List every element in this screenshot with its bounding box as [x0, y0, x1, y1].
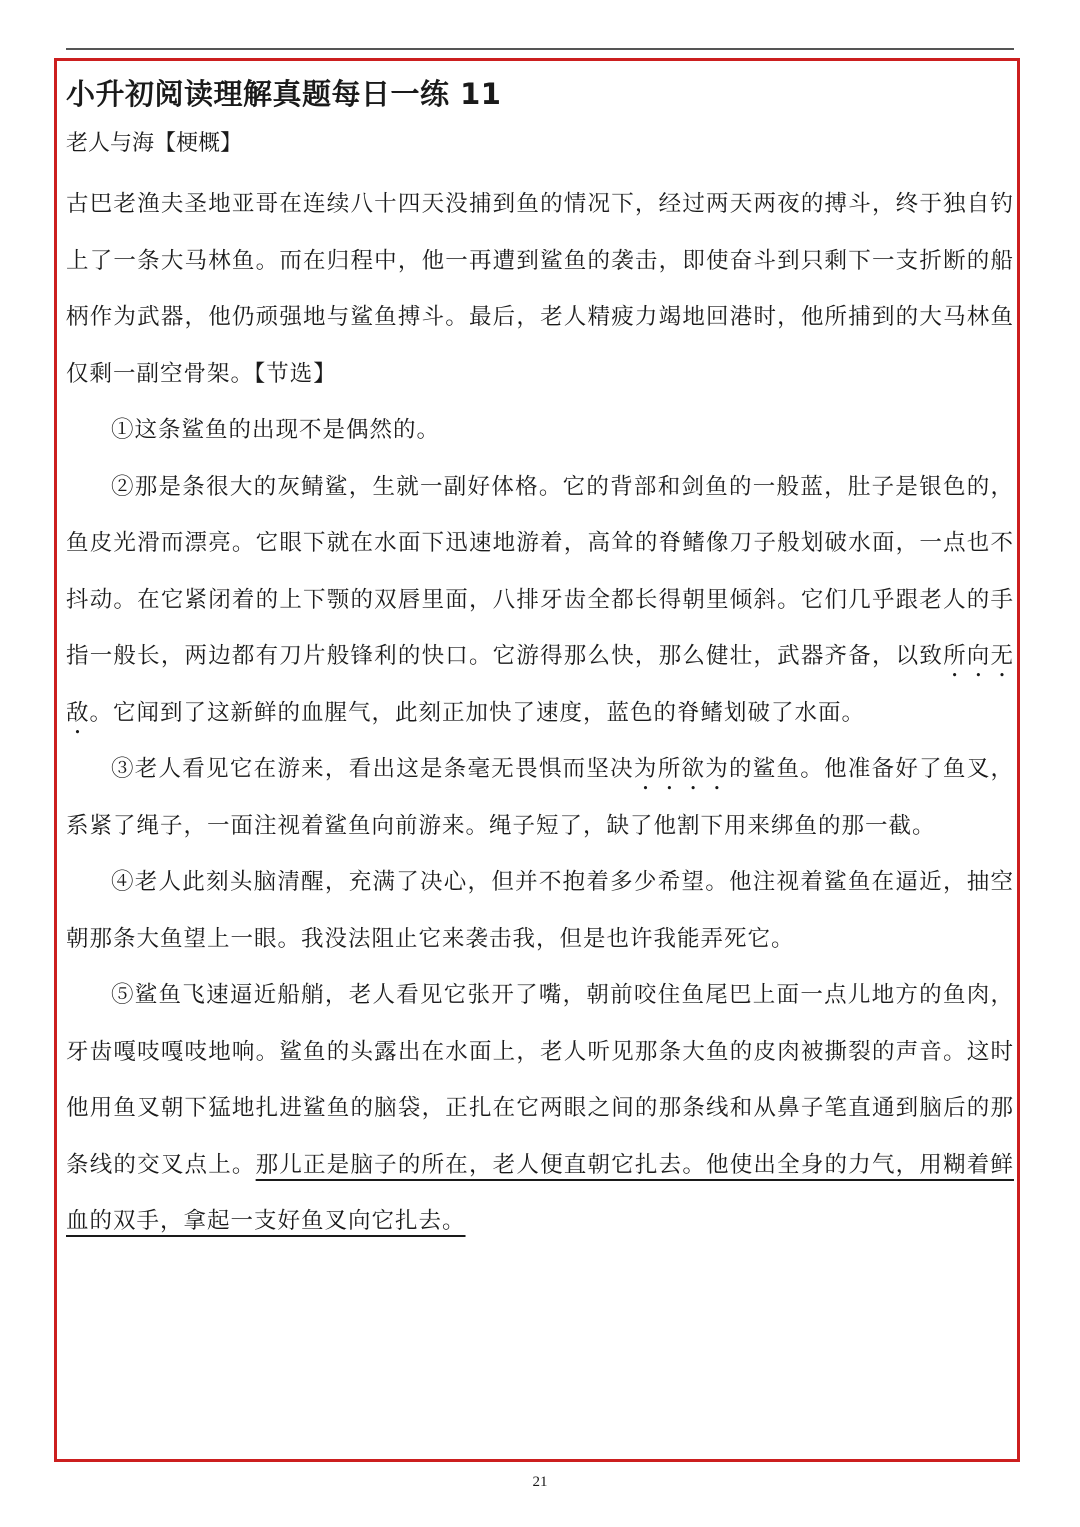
- page-content: [66, 72, 1014, 1250]
- page-title: 小升初阅读理解真题每日一练 11: [66, 77, 502, 111]
- passage-subtitle: 老人与海【梗概】: [66, 131, 243, 156]
- paragraph-4: ④老人此刻头脑清醒，充满了决心，但并不抱着多少希望。他注视着鲨鱼在逼近，抽空朝那条大鱼望上一眼。我没法阻止它来袭击我，但是也许我能弄死它。: [66, 869, 1014, 952]
- paragraph-1: ①这条鲨鱼的出现不是偶然的。: [111, 417, 441, 443]
- summary-paragraph: 古巴老渔夫圣地亚哥在连续八十四天没捕到鱼的情况下，经过两天两夜的搏斗，终于独自钓上了一条大马林鱼。而在归程中，他一再遭到鲨鱼的袭击，即使奋斗到只剩下一支折断的船柄作为武器，他仍顽强地与鲨鱼搏斗。最后，老人精疲力竭地回港时，他所捕到的大马林鱼仅剩一副空骨架。【节选】: [66, 191, 1014, 387]
- page-number: 21: [532, 1474, 548, 1490]
- paragraph-3: [66, 741, 1014, 854]
- paragraph-5-text-a: ⑤鲨鱼飞速逼近船艄，老人看见它张开了嘴，朝前咬住鱼尾巴上面一点儿地方的鱼肉，牙齿嘎吱嘎吱地响。鲨鱼的头露出在水面上，老人听见那条大鱼的皮肉被撕裂的声音。这时他用鱼叉朝下猛地扎进鲨鱼的脑袋，正扎在它两眼之间的那条线和从鼻子笔直通到脑后的那条线的交叉点上。: [66, 982, 1014, 1178]
- header-rule: [66, 48, 1014, 50]
- paragraph-3-text-a: ③老人看见它在游来，看出这是条毫无畏惧而坚决: [111, 756, 634, 782]
- paragraph-3-text-b: 的鲨鱼。他准备好了鱼叉，系紧了绳子，一面注视着鲨鱼向前游来。绳子短了，缺了他割下用来绑鱼的那一截。: [66, 756, 1014, 839]
- paragraph-2: [66, 459, 1014, 742]
- paragraph-5: [66, 967, 1014, 1250]
- dotted-phrase-2: 为所欲为: [633, 756, 729, 782]
- paragraph-2-text-a: ②那是条很大的灰鲭鲨，生就一副好体格。它的背部和剑鱼的一般蓝，肚子是银色的，鱼皮光滑而漂亮。它眼下就在水面下迅速地游着，高耸的脊鳍像刀子般划破水面，一点也不抖动。在它紧闭着的上下颚的双唇里面，八排牙齿全都长得朝里倾斜。它们几乎跟老人的手指一般长，两边都有刀片般锋利的快口。它游得那么快，那么健壮，武器齐备，以致: [66, 473, 1014, 669]
- underlined-sentence: 那儿正是脑子的所在，老人便直朝它扎去。他使出全身的力气，用糊着鲜血的双手，拿起一支好鱼叉向它扎去。: [66, 1151, 1014, 1234]
- dotted-phrase-1: 所向无敌: [66, 643, 1014, 726]
- paragraph-2-text-b: 。它闻到了这新鲜的血腥气，此刻正加快了速度，蓝色的脊鳍划破了水面。: [89, 699, 866, 726]
